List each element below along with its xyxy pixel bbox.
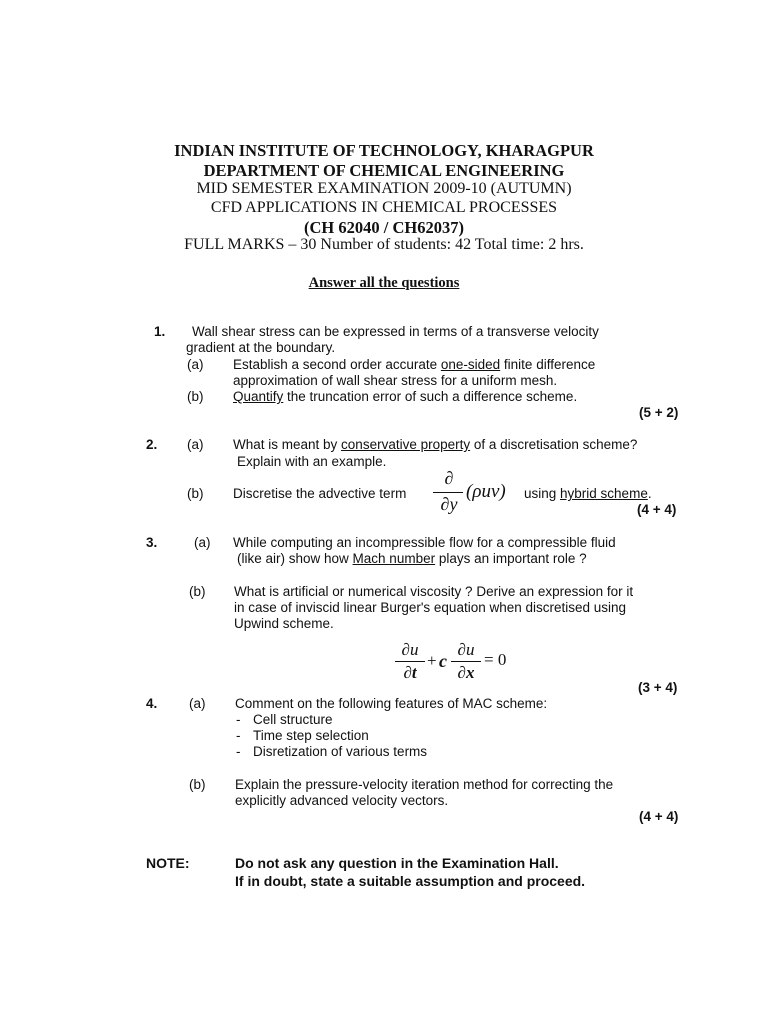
question-2b-text: Discretise the advective term [233, 486, 407, 501]
department-name: DEPARTMENT OF CHEMICAL ENGINEERING [203, 161, 565, 180]
question-3b-text-line3: Upwind scheme. [234, 616, 334, 631]
underlined-term: Mach number [352, 551, 436, 566]
question-3b-text-line2: in case of inviscid linear Burger's equation when discretised using [234, 600, 627, 615]
equation-denominator-2: ∂x [457, 663, 475, 682]
marks-info: FULL MARKS – 30 Number of students: 42 Total time: 2 hrs. [184, 236, 584, 253]
question-number-3: 3. [146, 535, 158, 550]
equation-fraction-bar-2 [451, 661, 481, 662]
exam-name: MID SEMESTER EXAMINATION 2009-10 (AUTUMN) [196, 180, 572, 197]
list-item: Cell structure [253, 712, 333, 727]
list-dash: - [236, 712, 241, 727]
question-1-stem-line2: gradient at the boundary. [186, 340, 336, 355]
question-number-4: 4. [146, 696, 158, 711]
question-2b-text-tail: using hybrid scheme. [524, 486, 652, 501]
underlined-term: one-sided [440, 357, 501, 372]
question-4-marks: (4 + 4) [639, 809, 679, 824]
fraction-bar [433, 492, 463, 493]
course-title: CFD APPLICATIONS IN CHEMICAL PROCESSES [210, 199, 558, 216]
question-3a-text-line2: (like air) show how Mach number plays an important role ? [237, 551, 587, 566]
question-3-marks: (3 + 4) [638, 680, 678, 695]
equation-numerator-2: ∂u [457, 640, 475, 659]
question-2a-text-line2: Explain with an example. [237, 454, 387, 469]
equation-fraction-bar-1 [395, 661, 425, 662]
question-4a-text: Comment on the following features of MAC scheme: [235, 696, 548, 711]
question-number-1: 1. [154, 324, 166, 339]
course-codes: (CH 62040 / CH62037) [304, 218, 464, 237]
question-1-stem: Wall shear stress can be expressed in terms of a transverse velocity [192, 324, 599, 339]
equation-rhs: = 0 [484, 650, 507, 669]
advective-term-argument: (ρuv) [466, 481, 506, 502]
question-3a-text: While computing an incompressible flow for a compressible fluid [233, 535, 616, 550]
question-1a-label: (a) [187, 357, 204, 372]
question-3a-label: (a) [194, 535, 211, 550]
question-1b-label: (b) [187, 389, 204, 404]
question-4b-text-line2: explicitly advanced velocity vectors. [235, 793, 449, 808]
question-2b-label: (b) [187, 486, 204, 501]
question-4b-text: Explain the pressure-velocity iteration method for correcting the [235, 777, 614, 792]
equation-plus: + [427, 651, 437, 670]
underlined-term: conservative property [341, 437, 471, 452]
question-2a-label: (a) [187, 437, 204, 452]
equation-coefficient: c [439, 651, 447, 671]
instruction-heading: Answer all the questions [308, 275, 460, 291]
note-line-2: If in doubt, state a suitable assumption and proceed. [235, 873, 586, 889]
question-1a-text: Establish a second order accurate one-sided finite difference [233, 357, 596, 372]
question-3b-label: (b) [189, 584, 206, 599]
underlined-term: hybrid scheme [560, 486, 648, 501]
advective-term-denominator: ∂y [440, 494, 458, 514]
question-4b-label: (b) [189, 777, 206, 792]
question-number-2: 2. [146, 437, 158, 452]
question-3b-text: What is artificial or numerical viscosity ? Derive an expression for it [234, 584, 634, 599]
list-item: Disretization of various terms [253, 744, 428, 759]
list-dash: - [236, 728, 241, 743]
question-4a-label: (a) [189, 696, 206, 711]
note-line-1: Do not ask any question in the Examination Hall. [235, 855, 559, 871]
list-dash: - [236, 744, 241, 759]
question-2a-text: What is meant by conservative property of a discretisation scheme? [233, 437, 638, 452]
question-1b-text: Quantify the truncation error of such a difference scheme. [233, 389, 578, 404]
underlined-term: Quantify [233, 389, 284, 404]
equation-numerator-1: ∂u [401, 640, 419, 659]
question-1-marks: (5 + 2) [639, 405, 679, 420]
advective-term-numerator: ∂ [444, 468, 454, 488]
note-label: NOTE: [146, 855, 190, 871]
list-item: Time step selection [253, 728, 369, 743]
question-1a-text-line2: approximation of wall shear stress for a uniform mesh. [233, 373, 558, 388]
question-2-marks: (4 + 4) [637, 502, 677, 517]
equation-denominator-1: ∂t [403, 663, 417, 682]
institute-name: INDIAN INSTITUTE OF TECHNOLOGY, KHARAGPUR [174, 141, 594, 160]
